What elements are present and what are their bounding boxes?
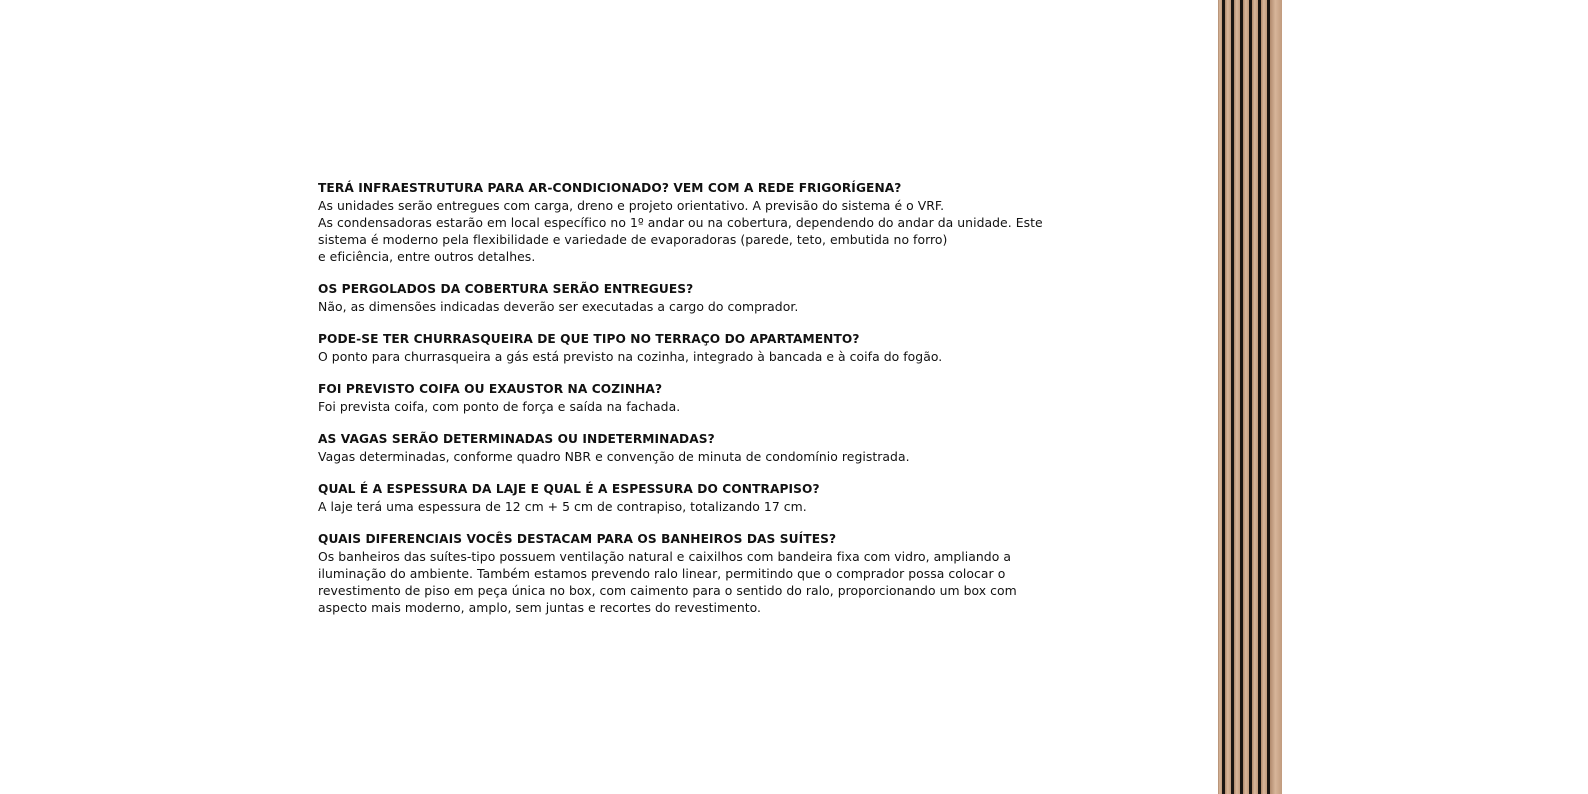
- faq-answer-line: revestimento de piso em peça única no box, com caimento para o sentido do ralo, proporcionando um box com: [318, 583, 1017, 598]
- faq-question: PODE-SE TER CHURRASQUEIRA DE QUE TIPO NO TERRAÇO DO APARTAMENTO?: [318, 332, 860, 346]
- faq-answer-line: Não, as dimensões indicadas deverão ser executadas a cargo do comprador.: [318, 299, 799, 314]
- faq-answer-line: As condensadoras estarão em local específico no 1º andar ou na cobertura, dependendo do andar da unidade. Este: [318, 215, 1043, 230]
- faq-answer-line: O ponto para churrasqueira a gás está previsto na cozinha, integrado à bancada e à coifa do fogão.: [318, 349, 943, 364]
- faq-answer-line: As unidades serão entregues com carga, dreno e projeto orientativo. A previsão do sistema é o VRF.: [318, 198, 945, 213]
- faq-answer-line: aspecto mais moderno, amplo, sem juntas e recortes do revestimento.: [318, 600, 762, 615]
- faq-answer-line: iluminação do ambiente. Também estamos prevendo ralo linear, permitindo que o comprador possa colocar o: [318, 566, 1006, 581]
- faq-answer-line: A laje terá uma espessura de 12 cm + 5 cm de contrapiso, totalizando 17 cm.: [318, 499, 807, 514]
- faq-answer-line: e eficiência, entre outros detalhes.: [318, 249, 536, 264]
- faq-answer-line: Vagas determinadas, conforme quadro NBR e convenção de minuta de condomínio registrada.: [318, 449, 910, 464]
- faq-item-bathrooms: [318, 531, 1078, 616]
- faq-answer-line: Os banheiros das suítes-tipo possuem ventilação natural e caixilhos com bandeira fixa com vidro, ampliando a: [318, 549, 1011, 564]
- faq-item-parking: [318, 431, 1078, 465]
- faq-question: OS PERGOLADOS DA COBERTURA SERÃO ENTREGUES?: [318, 282, 694, 296]
- faq-item-kitchen-hood: [318, 381, 1078, 415]
- faq-item-slab-thickness: [318, 481, 1078, 515]
- faq-question: QUAIS DIFERENCIAIS VOCÊS DESTACAM PARA OS BANHEIROS DAS SUÍTES?: [318, 532, 837, 546]
- wood-slat-panel: [1218, 0, 1282, 794]
- wood-slat: [1270, 0, 1282, 794]
- faq-question: AS VAGAS SERÃO DETERMINADAS OU INDETERMINADAS?: [318, 432, 715, 446]
- faq-section: [318, 180, 1078, 632]
- faq-item-air-conditioning: [318, 180, 1078, 265]
- faq-answer-line: Foi prevista coifa, com ponto de força e saída na fachada.: [318, 399, 681, 414]
- faq-question: QUAL É A ESPESSURA DA LAJE E QUAL É A ESPESSURA DO CONTRAPISO?: [318, 482, 820, 496]
- faq-item-pergolas: [318, 281, 1078, 315]
- faq-item-barbecue: [318, 331, 1078, 365]
- faq-question: FOI PREVISTO COIFA OU EXAUSTOR NA COZINHA?: [318, 382, 663, 396]
- faq-question: TERÁ INFRAESTRUTURA PARA AR-CONDICIONADO? VEM COM A REDE FRIGORÍGENA?: [318, 181, 902, 195]
- faq-answer-line: sistema é moderno pela flexibilidade e variedade de evaporadoras (parede, teto, embutida no forro): [318, 232, 948, 247]
